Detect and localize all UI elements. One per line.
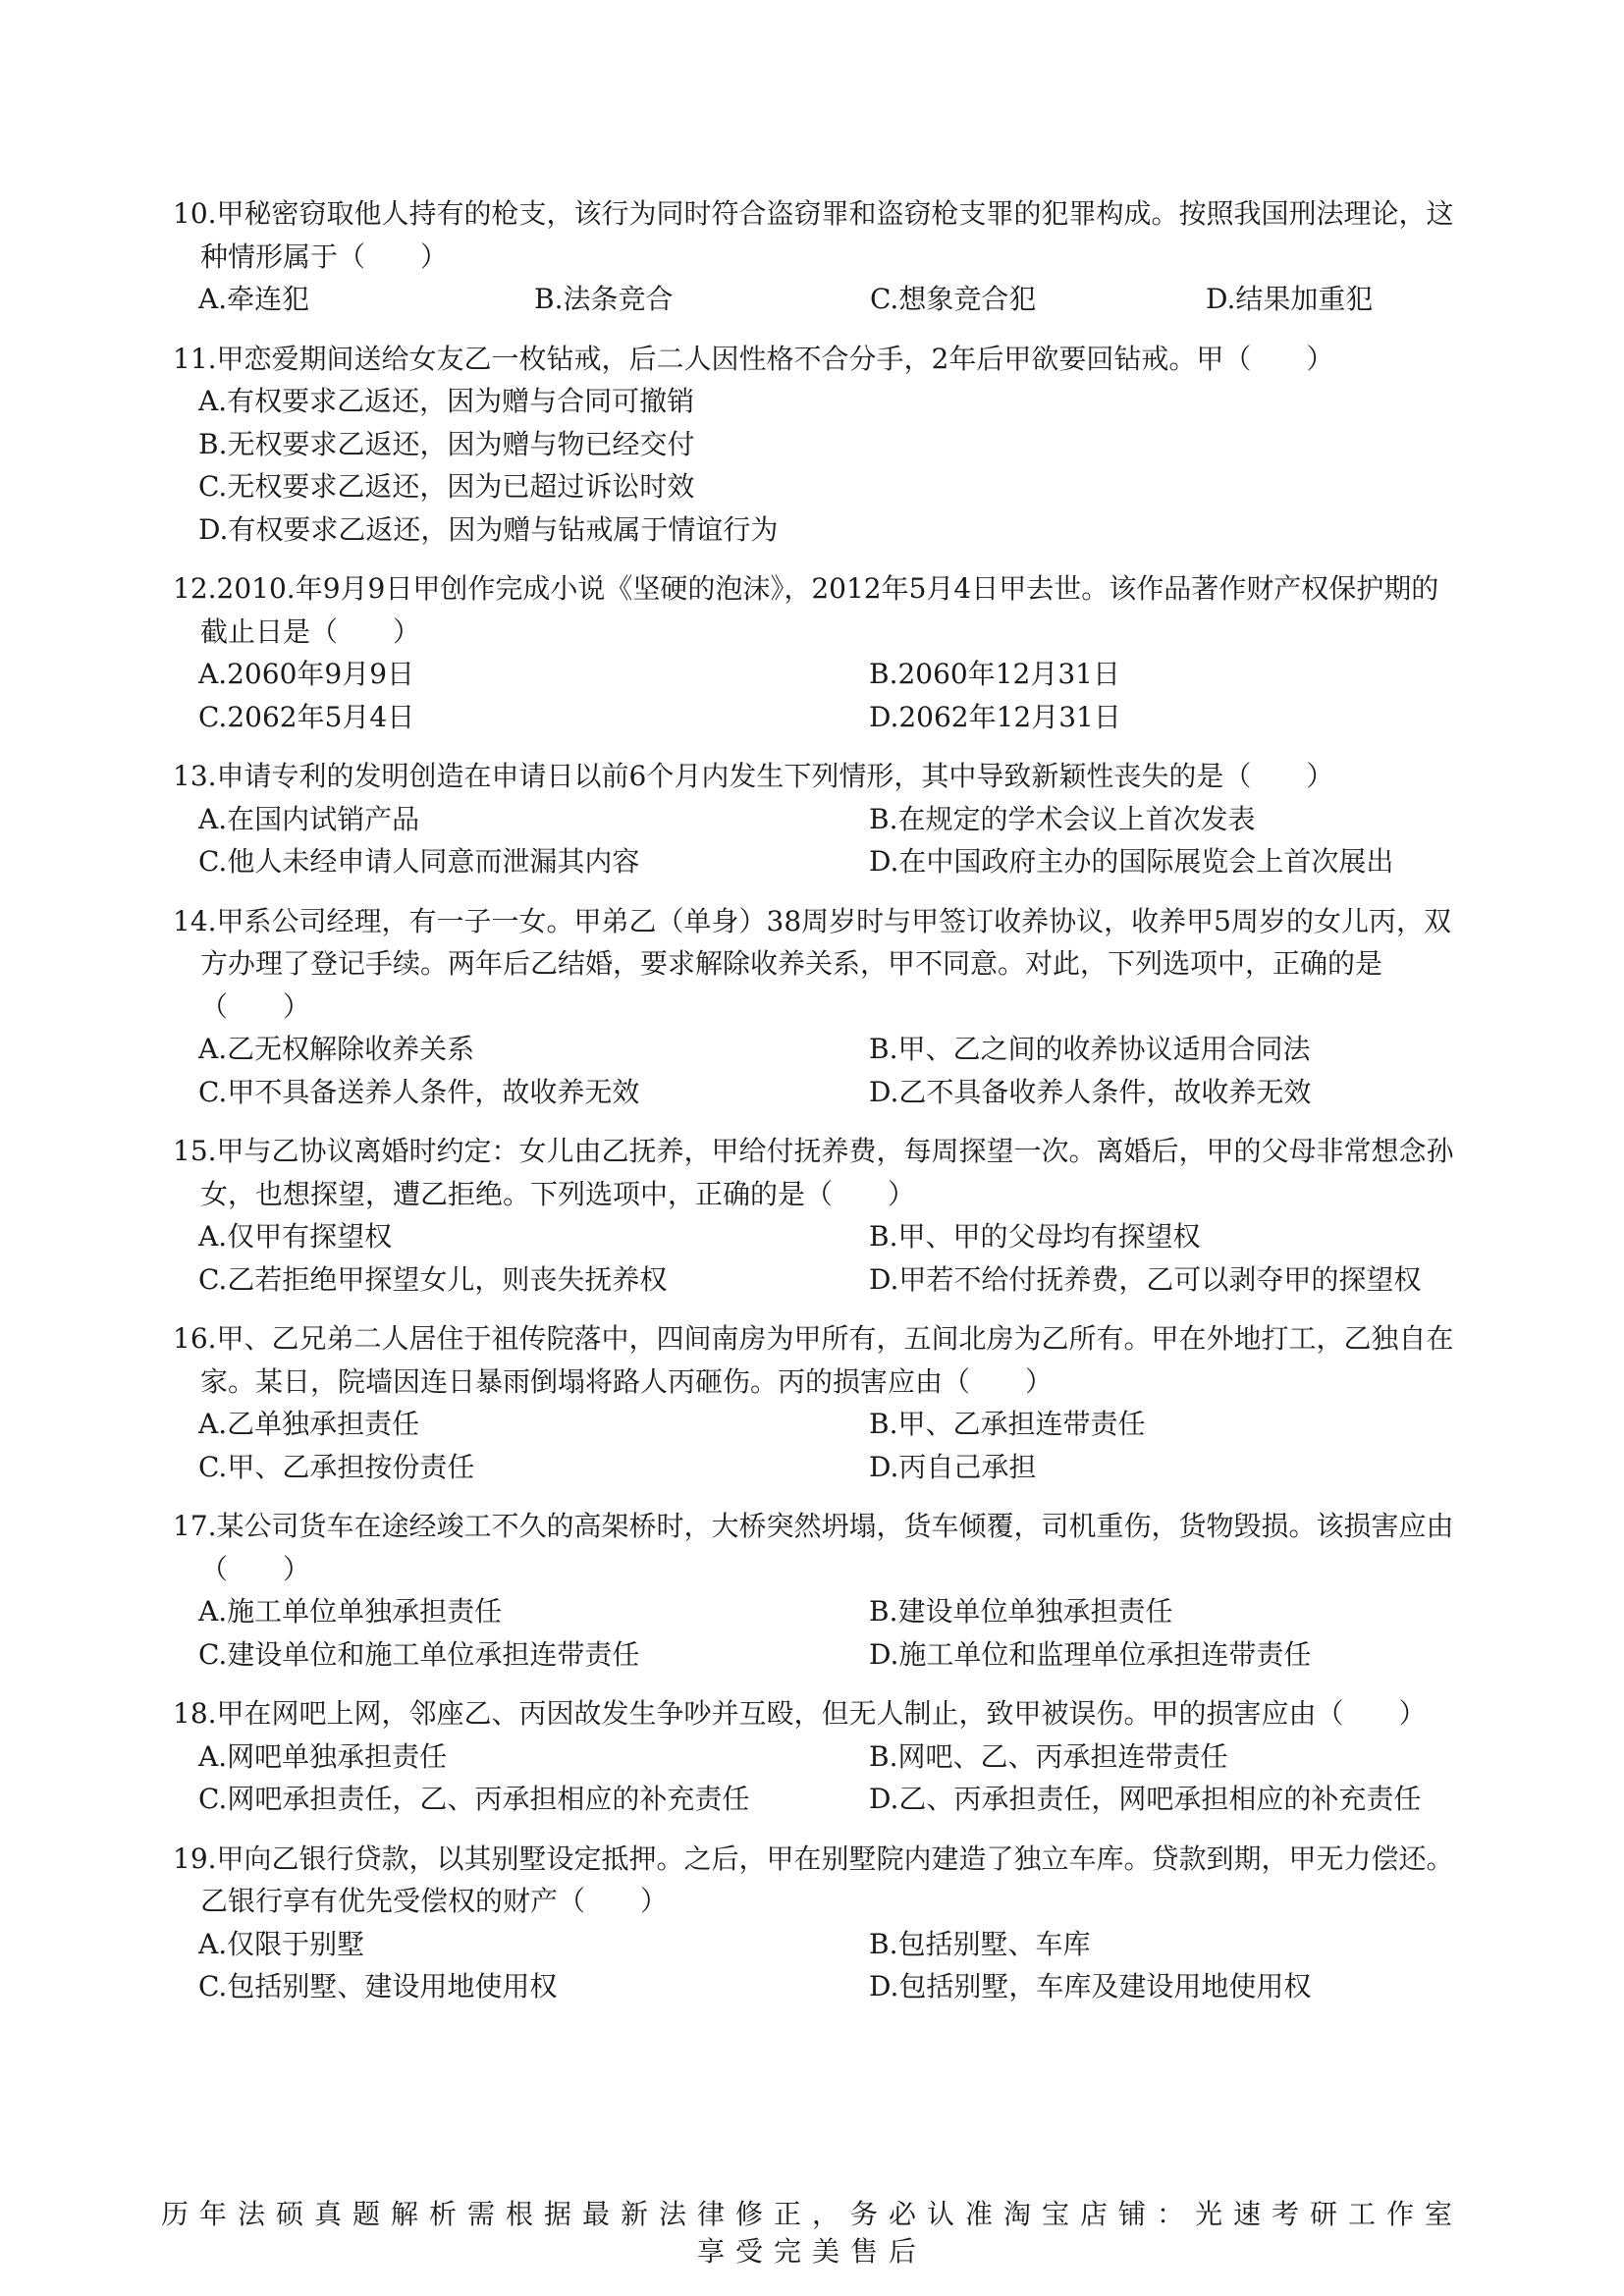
answer-options	[173, 1590, 1459, 1676]
footer-notice	[0, 2196, 1624, 2270]
answer-option: A.在国内试销产品	[198, 802, 420, 835]
question-block	[173, 1505, 1459, 1676]
answer-option: D.包括别墅，车库及建设用地使用权	[869, 1970, 1312, 2002]
answer-option: C.网吧承担责任，乙、丙承担相应的补充责任	[198, 1783, 750, 1815]
question-stem: 13.申请专利的发明创造在申请日以前6个月内发生下列情形，其中导致新颖性丧失的是（ ）	[173, 760, 1334, 792]
answer-option: D.在中国政府主办的国际展览会上首次展出	[869, 845, 1394, 878]
answer-option: C.建设单位和施工单位承担连带责任	[198, 1637, 640, 1671]
answer-options	[173, 278, 1459, 321]
question-block	[173, 755, 1459, 883]
answer-options	[173, 1028, 1459, 1113]
question-stem: 17.某公司货车在途经竣工不久的高架桥时，大桥突然坍塌，货车倾覆，司机重伤，货物毁损。该损害应由（ ）	[173, 1510, 1454, 1585]
question-block	[173, 1130, 1459, 1301]
question-stem: 11.甲恋爱期间送给女友乙一枚钻戒，后二人因性格不合分手，2年后甲欲要回钻戒。甲（ ）	[173, 342, 1334, 375]
question-block	[173, 900, 1459, 1114]
answer-option: C.他人未经申请人同意而泄漏其内容	[198, 845, 640, 878]
answer-options	[173, 1215, 1459, 1301]
answer-option: D.施工单位和监理单位承担连带责任	[869, 1637, 1312, 1671]
question-stem: 14.甲系公司经理，有一子一女。甲弟乙（单身）38周岁时与甲签订收养协议，收养甲5周岁的女儿丙，双方办理了登记手续。两年后乙结婚，要求解除收养关系，甲不同意。对此，下列选项中，正确的是（ ）	[173, 904, 1451, 1023]
answer-option: D.有权要求乙返还，因为赠与钻戒属于情谊行为	[198, 512, 779, 546]
answer-option: B.甲、乙之间的收养协议适用合同法	[869, 1033, 1311, 1065]
answer-option: D.乙、丙承担责任，网吧承担相应的补充责任	[869, 1783, 1422, 1815]
answer-option: A.施工单位单独承担责任	[198, 1595, 503, 1628]
answer-option: A.仅限于别墅	[198, 1927, 365, 1960]
answer-option: C.甲、乙承担按份责任	[198, 1450, 475, 1483]
answer-option: A.乙无权解除收养关系	[198, 1033, 475, 1065]
answer-option: B.甲、乙承担连带责任	[869, 1408, 1146, 1440]
question-stem: 19.甲向乙银行贷款，以其别墅设定抵押。之后，甲在别墅院内建造了独立车库。贷款到期，甲无力偿还。乙银行享有优先受偿权的财产（ ）	[173, 1842, 1454, 1917]
question-stem: 10.甲秘密窃取他人持有的枪支，该行为同时符合盗窃罪和盗窃枪支罪的犯罪构成。按照我国刑法理论，这种情形属于（ ）	[173, 197, 1454, 273]
answer-option: C.2062年5月4日	[198, 700, 415, 733]
question-block	[173, 338, 1459, 552]
answer-options	[173, 1735, 1459, 1821]
answer-option: A.乙单独承担责任	[198, 1408, 420, 1440]
answer-option: A.仅甲有探望权	[198, 1220, 393, 1253]
answer-option: D.丙自己承担	[869, 1450, 1037, 1483]
question-stem: 16.甲、乙兄弟二人居住于祖传院落中，四间南房为甲所有，五间北房为乙所有。甲在外地打工，乙独自在家。某日，院墙因连日暴雨倒塌将路人丙砸伤。丙的损害应由（ ）	[173, 1322, 1454, 1398]
answer-option: C.想象竞合犯	[870, 283, 1037, 315]
answer-option: D.2062年12月31日	[869, 700, 1121, 733]
answer-option: B.2060年12月31日	[869, 658, 1120, 690]
answer-options	[173, 653, 1459, 738]
question-block	[173, 1838, 1459, 2008]
answer-option: B.甲、甲的父母均有探望权	[869, 1220, 1201, 1253]
answer-options	[173, 1923, 1459, 2008]
answer-option: B.网吧、乙、丙承担连带责任	[869, 1739, 1228, 1773]
answer-options	[173, 380, 1459, 551]
answer-option: B.法条竞合	[534, 283, 674, 315]
footer-line-2: 享受完美售后	[696, 2235, 927, 2268]
question-list	[173, 192, 1459, 2025]
answer-option: B.无权要求乙返还，因为赠与物已经交付	[198, 427, 695, 460]
question-block	[173, 192, 1459, 321]
question-block	[173, 1317, 1459, 1488]
answer-options	[173, 798, 1459, 883]
answer-option: C.甲不具备送养人条件，故收养无效	[198, 1075, 640, 1108]
answer-option: A.有权要求乙返还，因为赠与合同可撤销	[198, 385, 695, 417]
answer-option: B.在规定的学术会议上首次发表	[869, 802, 1256, 835]
answer-option: A.2060年9月9日	[198, 658, 415, 690]
answer-option: A.网吧单独承担责任	[198, 1739, 448, 1773]
answer-option: D.甲若不给付抚养费，乙可以剥夺甲的探望权	[869, 1262, 1422, 1296]
answer-option: C.乙若拒绝甲探望女儿，则丧失抚养权	[198, 1262, 668, 1296]
question-stem: 12.2010.年9月9日甲创作完成小说《坚硬的泡沫》，2012年5月4日甲去世。该作品著作财产权保护期的截止日是（ ）	[173, 572, 1439, 648]
answer-option: B.包括别墅、车库	[869, 1927, 1091, 1960]
question-block	[173, 567, 1459, 738]
answer-option: C.无权要求乙返还，因为已超过诉讼时效	[198, 470, 695, 503]
answer-option: D.结果加重犯	[1206, 283, 1374, 315]
answer-option: A.牵连犯	[198, 283, 310, 315]
question-block	[173, 1692, 1459, 1821]
answer-option: C.包括别墅、建设用地使用权	[198, 1970, 558, 2002]
question-stem: 15.甲与乙协议离婚时约定：女儿由乙抚养，甲给付抚养费，每周探望一次。离婚后，甲的父母非常想念孙女，也想探望，遭乙拒绝。下列选项中，正确的是（ ）	[173, 1135, 1454, 1210]
answer-option: B.建设单位单独承担责任	[869, 1595, 1173, 1628]
answer-options	[173, 1403, 1459, 1488]
question-stem: 18.甲在网吧上网，邻座乙、丙因故发生争吵并互殴，但无人制止，致甲被误伤。甲的损害应由（ ）	[173, 1697, 1427, 1730]
answer-option: D.乙不具备收养人条件，故收养无效	[869, 1075, 1312, 1108]
footer-line-1: 历年法硕真题解析需根据最新法律修正，务必认准淘宝店铺：光速考研工作室	[160, 2198, 1463, 2230]
